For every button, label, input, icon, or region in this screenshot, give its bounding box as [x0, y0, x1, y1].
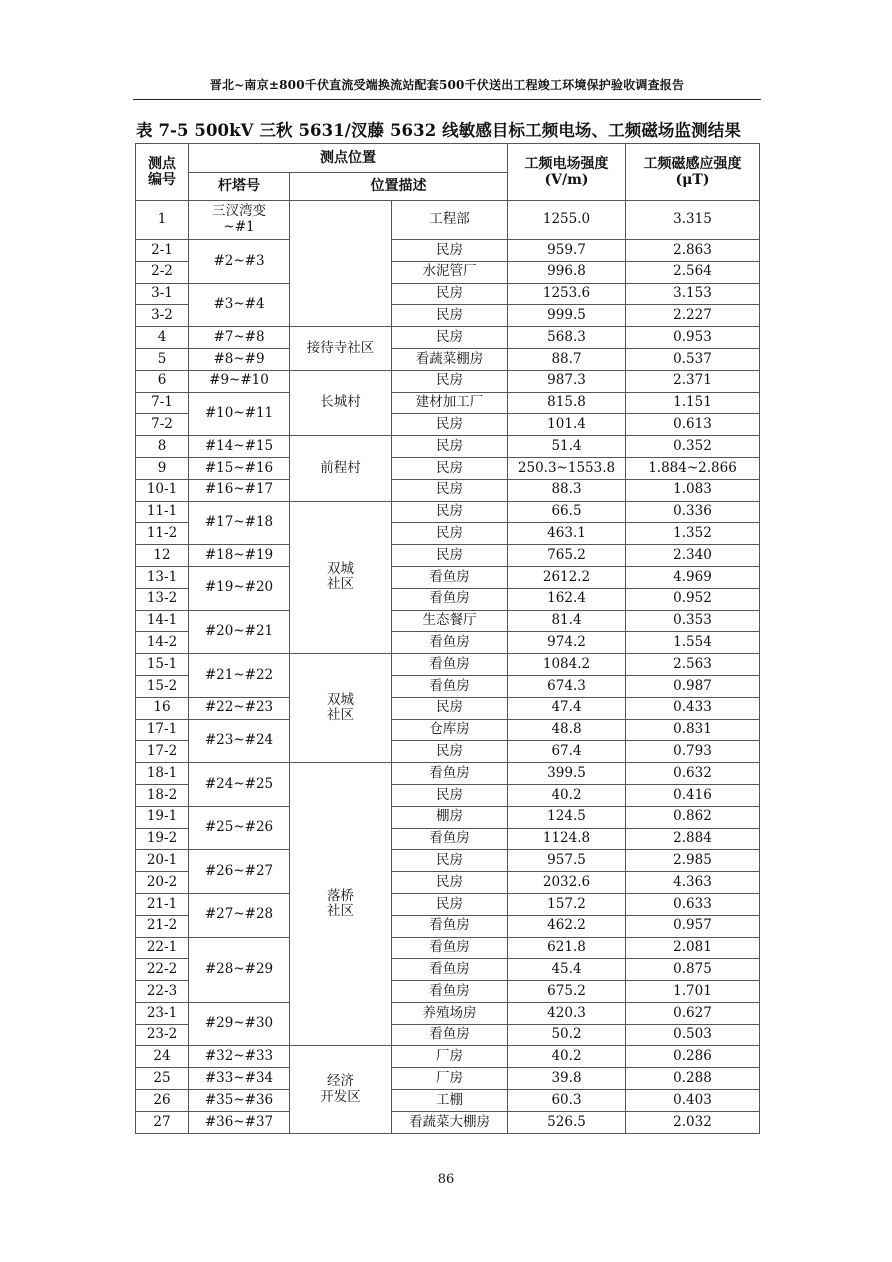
tower-no-cell: #28~#29: [189, 937, 290, 1002]
b-field-cell: 0.627: [626, 1002, 760, 1024]
b-field-cell: 1.884~2.866: [626, 457, 760, 479]
tower-no-cell: #16~#17: [189, 479, 290, 501]
point-no-cell: 14-1: [136, 610, 189, 632]
table-row: [136, 457, 760, 479]
b-field-cell: 0.403: [626, 1090, 760, 1112]
e-field-cell: 974.2: [508, 632, 626, 654]
point-no-cell: 6: [136, 370, 189, 392]
description-cell: 民房: [392, 305, 508, 327]
description-cell: 看鱼房: [392, 828, 508, 850]
description-cell: 民房: [392, 850, 508, 872]
table-row: [136, 436, 760, 458]
table-row: [136, 1111, 760, 1133]
point-no-cell: 9: [136, 457, 189, 479]
description-cell: 看鱼房: [392, 1024, 508, 1046]
tower-no-cell: #24~#25: [189, 763, 290, 807]
tower-no-cell: #35~#36: [189, 1090, 290, 1112]
e-field-cell: 420.3: [508, 1002, 626, 1024]
b-field-cell: 4.363: [626, 872, 760, 894]
description-cell: 工棚: [392, 1090, 508, 1112]
point-no-cell: 5: [136, 348, 189, 370]
point-no-cell: 15-2: [136, 675, 189, 697]
b-field-cell: 0.336: [626, 501, 760, 523]
b-field-cell: 0.416: [626, 784, 760, 806]
point-no-cell: 17-2: [136, 741, 189, 763]
e-field-cell: 2612.2: [508, 566, 626, 588]
b-field-cell: 1.083: [626, 479, 760, 501]
point-no-cell: 3-2: [136, 305, 189, 327]
b-field-cell: 3.153: [626, 283, 760, 305]
e-field-cell: 957.5: [508, 850, 626, 872]
description-cell: 民房: [392, 414, 508, 436]
b-field-cell: 4.969: [626, 566, 760, 588]
table-row: [136, 566, 760, 588]
table-row: [136, 806, 760, 828]
tower-no-cell: #36~#37: [189, 1111, 290, 1133]
b-field-cell: 0.286: [626, 1046, 760, 1068]
point-no-cell: 2-2: [136, 261, 189, 283]
point-no-cell: 27: [136, 1111, 189, 1133]
table-row: [136, 240, 760, 262]
location-cell: 经济 开发区: [290, 1046, 392, 1133]
description-cell: 看鱼房: [392, 588, 508, 610]
table-row: [136, 545, 760, 567]
e-field-cell: 39.8: [508, 1068, 626, 1090]
header-rule: [133, 99, 761, 100]
point-no-cell: 22-2: [136, 959, 189, 981]
b-field-cell: 2.081: [626, 937, 760, 959]
description-cell: 水泥管厂: [392, 261, 508, 283]
description-cell: 民房: [392, 545, 508, 567]
description-cell: 建材加工厂: [392, 392, 508, 414]
table-row: [136, 501, 760, 523]
description-cell: 看鱼房: [392, 937, 508, 959]
description-cell: 民房: [392, 370, 508, 392]
description-cell: 棚房: [392, 806, 508, 828]
e-field-cell: 47.4: [508, 697, 626, 719]
e-field-cell: 1253.6: [508, 283, 626, 305]
table-row: [136, 327, 760, 349]
e-field-cell: 50.2: [508, 1024, 626, 1046]
point-no-cell: 26: [136, 1090, 189, 1112]
b-field-cell: 1.352: [626, 523, 760, 545]
e-field-cell: 1255.0: [508, 201, 626, 240]
b-field-cell: 2.985: [626, 850, 760, 872]
table-row: [136, 850, 760, 872]
description-cell: 工程部: [392, 201, 508, 240]
table-row: [136, 937, 760, 959]
description-cell: 养殖场房: [392, 1002, 508, 1024]
b-field-cell: 0.537: [626, 348, 760, 370]
tower-no-cell: #33~#34: [189, 1068, 290, 1090]
point-no-cell: 2-1: [136, 240, 189, 262]
b-field-cell: 0.288: [626, 1068, 760, 1090]
e-field-cell: 1124.8: [508, 828, 626, 850]
point-no-cell: 3-1: [136, 283, 189, 305]
e-field-cell: 526.5: [508, 1111, 626, 1133]
e-field-cell: 157.2: [508, 893, 626, 915]
e-field-cell: 88.7: [508, 348, 626, 370]
table-row: [136, 283, 760, 305]
e-field-cell: 250.3~1553.8: [508, 457, 626, 479]
e-field-cell: 987.3: [508, 370, 626, 392]
table-row: [136, 1002, 760, 1024]
table-row: [136, 763, 760, 785]
description-cell: 民房: [392, 240, 508, 262]
point-no-cell: 23-1: [136, 1002, 189, 1024]
tower-no-cell: #19~#20: [189, 566, 290, 610]
description-cell: 民房: [392, 784, 508, 806]
col-header-tower-no: 杆塔号: [189, 173, 290, 201]
tower-no-cell: #20~#21: [189, 610, 290, 654]
point-no-cell: 7-1: [136, 392, 189, 414]
point-no-cell: 17-1: [136, 719, 189, 741]
e-field-cell: 463.1: [508, 523, 626, 545]
point-no-cell: 11-2: [136, 523, 189, 545]
point-no-cell: 14-2: [136, 632, 189, 654]
description-cell: 看鱼房: [392, 654, 508, 676]
description-cell: 看蔬菜大棚房: [392, 1111, 508, 1133]
b-field-cell: 0.433: [626, 697, 760, 719]
b-field-cell: 3.315: [626, 201, 760, 240]
e-field-cell: 765.2: [508, 545, 626, 567]
b-field-cell: 0.987: [626, 675, 760, 697]
b-field-cell: 0.503: [626, 1024, 760, 1046]
col-header-location: 位置描述: [290, 173, 508, 201]
e-field-cell: 2032.6: [508, 872, 626, 894]
point-no-cell: 21-1: [136, 893, 189, 915]
e-field-cell: 999.5: [508, 305, 626, 327]
description-cell: 看鱼房: [392, 566, 508, 588]
location-cell: 双城 社区: [290, 501, 392, 654]
table-row: [136, 697, 760, 719]
tower-no-cell: #23~#24: [189, 719, 290, 763]
tower-no-cell: #22~#23: [189, 697, 290, 719]
e-field-cell: 162.4: [508, 588, 626, 610]
point-no-cell: 22-3: [136, 981, 189, 1003]
b-field-cell: 1.701: [626, 981, 760, 1003]
table-row: [136, 719, 760, 741]
description-cell: 看鱼房: [392, 959, 508, 981]
e-field-cell: 81.4: [508, 610, 626, 632]
b-field-cell: 0.875: [626, 959, 760, 981]
point-no-cell: 1: [136, 201, 189, 240]
point-no-cell: 20-2: [136, 872, 189, 894]
description-cell: 民房: [392, 436, 508, 458]
description-cell: 看鱼房: [392, 632, 508, 654]
col-header-position: 测点位置: [189, 144, 508, 173]
b-field-cell: 2.563: [626, 654, 760, 676]
e-field-cell: 51.4: [508, 436, 626, 458]
tower-no-cell: #29~#30: [189, 1002, 290, 1046]
point-no-cell: 13-1: [136, 566, 189, 588]
description-cell: 看蔬菜棚房: [392, 348, 508, 370]
tower-no-cell: #27~#28: [189, 893, 290, 937]
description-cell: 民房: [392, 741, 508, 763]
b-field-cell: 0.952: [626, 588, 760, 610]
b-field-cell: 0.633: [626, 893, 760, 915]
description-cell: 厂房: [392, 1068, 508, 1090]
description-cell: 民房: [392, 327, 508, 349]
description-cell: 看鱼房: [392, 915, 508, 937]
point-no-cell: 8: [136, 436, 189, 458]
e-field-cell: 124.5: [508, 806, 626, 828]
tower-no-cell: #8~#9: [189, 348, 290, 370]
b-field-cell: 1.554: [626, 632, 760, 654]
tower-no-cell: #2~#3: [189, 240, 290, 284]
point-no-cell: 11-1: [136, 501, 189, 523]
table-row: [136, 1090, 760, 1112]
e-field-cell: 45.4: [508, 959, 626, 981]
page-number: 86: [437, 1172, 455, 1187]
location-cell: [290, 201, 392, 327]
location-cell: 接待寺社区: [290, 327, 392, 371]
table-row: [136, 392, 760, 414]
e-field-cell: 996.8: [508, 261, 626, 283]
location-cell: 前程村: [290, 436, 392, 501]
table-row: [136, 610, 760, 632]
description-cell: 民房: [392, 501, 508, 523]
b-field-cell: 2.564: [626, 261, 760, 283]
b-field-cell: 0.632: [626, 763, 760, 785]
tower-no-cell: #17~#18: [189, 501, 290, 545]
point-no-cell: 18-2: [136, 784, 189, 806]
e-field-cell: 88.3: [508, 479, 626, 501]
description-cell: 民房: [392, 479, 508, 501]
col-header-point-no: 测点 编号: [136, 144, 189, 201]
point-no-cell: 19-2: [136, 828, 189, 850]
description-cell: 民房: [392, 893, 508, 915]
b-field-cell: 0.352: [626, 436, 760, 458]
b-field-cell: 0.353: [626, 610, 760, 632]
point-no-cell: 7-2: [136, 414, 189, 436]
tower-no-cell: #26~#27: [189, 850, 290, 894]
tower-no-cell: #10~#11: [189, 392, 290, 436]
point-no-cell: 25: [136, 1068, 189, 1090]
description-cell: 民房: [392, 457, 508, 479]
point-no-cell: 4: [136, 327, 189, 349]
point-no-cell: 12: [136, 545, 189, 567]
point-no-cell: 18-1: [136, 763, 189, 785]
e-field-cell: 66.5: [508, 501, 626, 523]
b-field-cell: 2.863: [626, 240, 760, 262]
col-header-b-field: 工频磁感应强度 (μT): [626, 144, 760, 201]
description-cell: 厂房: [392, 1046, 508, 1068]
tower-no-cell: #14~#15: [189, 436, 290, 458]
description-cell: 民房: [392, 872, 508, 894]
description-cell: 生态餐厅: [392, 610, 508, 632]
b-field-cell: 0.957: [626, 915, 760, 937]
point-no-cell: 10-1: [136, 479, 189, 501]
b-field-cell: 0.613: [626, 414, 760, 436]
description-cell: 民房: [392, 283, 508, 305]
report-header: 晋北~南京±800千伏直流受端换流站配套500千伏送出工程竣工环境保护验收调查报告: [209, 78, 685, 92]
table-row: [136, 348, 760, 370]
location-cell: 长城村: [290, 370, 392, 435]
tower-no-cell: #25~#26: [189, 806, 290, 850]
b-field-cell: 0.862: [626, 806, 760, 828]
e-field-cell: 1084.2: [508, 654, 626, 676]
point-no-cell: 15-1: [136, 654, 189, 676]
description-cell: 民房: [392, 697, 508, 719]
tower-no-cell: #9~#10: [189, 370, 290, 392]
e-field-cell: 40.2: [508, 1046, 626, 1068]
b-field-cell: 0.953: [626, 327, 760, 349]
e-field-cell: 959.7: [508, 240, 626, 262]
tower-no-cell: 三汊湾变 ~#1: [189, 201, 290, 240]
tower-no-cell: #7~#8: [189, 327, 290, 349]
point-no-cell: 19-1: [136, 806, 189, 828]
table-row: [136, 654, 760, 676]
col-header-e-field: 工频电场强度 (V/m): [508, 144, 626, 201]
e-field-cell: 674.3: [508, 675, 626, 697]
tower-no-cell: #32~#33: [189, 1046, 290, 1068]
e-field-cell: 399.5: [508, 763, 626, 785]
point-no-cell: 20-1: [136, 850, 189, 872]
point-no-cell: 16: [136, 697, 189, 719]
description-cell: 民房: [392, 523, 508, 545]
tower-no-cell: #15~#16: [189, 457, 290, 479]
point-no-cell: 24: [136, 1046, 189, 1068]
b-field-cell: 0.793: [626, 741, 760, 763]
e-field-cell: 815.8: [508, 392, 626, 414]
b-field-cell: 1.151: [626, 392, 760, 414]
table-row: [136, 1046, 760, 1068]
table-row: [136, 1068, 760, 1090]
e-field-cell: 462.2: [508, 915, 626, 937]
b-field-cell: 2.884: [626, 828, 760, 850]
description-cell: 看鱼房: [392, 675, 508, 697]
table-row: [136, 893, 760, 915]
description-cell: 看鱼房: [392, 763, 508, 785]
b-field-cell: 0.831: [626, 719, 760, 741]
table-row: [136, 201, 760, 240]
e-field-cell: 675.2: [508, 981, 626, 1003]
table-row: [136, 370, 760, 392]
tower-no-cell: #3~#4: [189, 283, 290, 327]
e-field-cell: 568.3: [508, 327, 626, 349]
point-no-cell: 21-2: [136, 915, 189, 937]
b-field-cell: 2.227: [626, 305, 760, 327]
table-body: [136, 201, 760, 1134]
description-cell: 仓库房: [392, 719, 508, 741]
location-cell: 落桥 社区: [290, 763, 392, 1046]
e-field-cell: 67.4: [508, 741, 626, 763]
e-field-cell: 621.8: [508, 937, 626, 959]
e-field-cell: 60.3: [508, 1090, 626, 1112]
table-caption: 表 7-5 500kV 三秋 5631/汊藤 5632 线敏感目标工频电场、工频磁场监测结果: [136, 121, 741, 140]
point-no-cell: 23-2: [136, 1024, 189, 1046]
b-field-cell: 2.340: [626, 545, 760, 567]
e-field-cell: 48.8: [508, 719, 626, 741]
tower-no-cell: #18~#19: [189, 545, 290, 567]
tower-no-cell: #21~#22: [189, 654, 290, 698]
table-row: [136, 479, 760, 501]
point-no-cell: 13-2: [136, 588, 189, 610]
b-field-cell: 2.371: [626, 370, 760, 392]
monitoring-results-table: [135, 143, 760, 1134]
b-field-cell: 2.032: [626, 1111, 760, 1133]
location-cell: 双城 社区: [290, 654, 392, 763]
description-cell: 看鱼房: [392, 981, 508, 1003]
e-field-cell: 101.4: [508, 414, 626, 436]
e-field-cell: 40.2: [508, 784, 626, 806]
point-no-cell: 22-1: [136, 937, 189, 959]
